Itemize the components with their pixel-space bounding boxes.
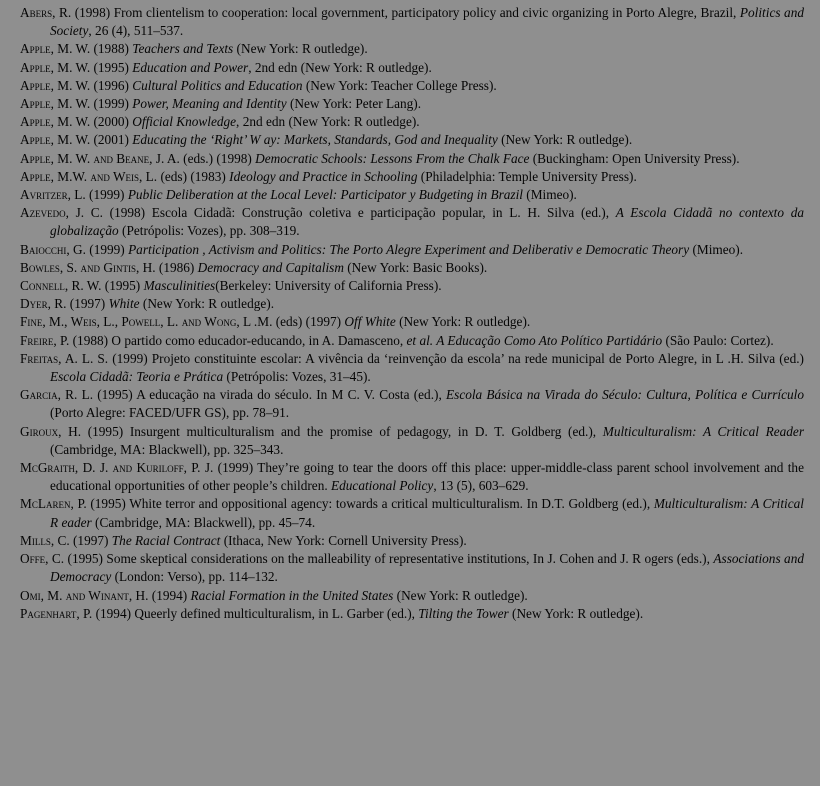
reference-text: (1995) Some skeptical considerations on the malleability of representative institutions, In J. Cohen and J. R ogers (eds.),: [64, 551, 714, 567]
reference-details: (New York: Teacher College Press).: [302, 77, 497, 93]
reference-authors: Apple, M. W. and Beane, J. A.: [20, 150, 180, 166]
reference-entry: [20, 495, 804, 531]
reference-details: (Philadelphia: Temple University Press).: [417, 168, 637, 184]
reference-entry: [20, 4, 804, 40]
reference-entry: [20, 332, 804, 350]
reference-details: (Petrópolis: Vozes), pp. 308–319.: [118, 223, 300, 239]
reference-authors: Mills, C.: [20, 532, 70, 548]
reference-details: , 2nd edn (New York: R outledge).: [248, 59, 432, 75]
reference-entry: [20, 295, 804, 313]
reference-title: Educational Policy: [331, 478, 434, 494]
reference-text: (1998) Escola Cidadã: Construção coletiva e participação popular, in L. H. Silva (ed.),: [102, 205, 616, 221]
reference-title: Democracy and Capitalism: [197, 259, 344, 275]
reference-authors: Apple, M. W.: [20, 114, 91, 130]
reference-entry: [20, 186, 804, 204]
reference-details: (Cambridge, MA: Blackwell), pp. 325–343.: [50, 441, 284, 457]
reference-title: Educating the ‘Right’ W ay: Markets, Standards, God and Inequality: [132, 132, 498, 148]
reference-authors: Apple, M. W.: [20, 77, 91, 93]
reference-entry: [20, 59, 804, 77]
reference-text: (1996): [90, 77, 133, 93]
reference-authors: McLaren, P.: [20, 496, 87, 512]
reference-entry: [20, 150, 804, 168]
reference-text: (1999): [90, 96, 133, 112]
reference-details: (New York: R outledge).: [508, 605, 644, 621]
reference-authors: Offe, C.: [20, 551, 65, 567]
reference-list: [20, 4, 804, 623]
reference-details: , 13 (5), 603–629.: [433, 478, 529, 494]
reference-authors: Azevedo, J. C.: [20, 205, 103, 221]
reference-entry: [20, 459, 804, 495]
reference-details: (Cambridge, MA: Blackwell), pp. 45–74.: [91, 514, 316, 530]
reference-authors: Apple, M. W.: [20, 96, 91, 112]
reference-entry: [20, 241, 804, 259]
reference-details: (Buckingham: Open University Press).: [529, 150, 740, 166]
reference-title: Democratic Schools: Lessons From the Chalk Face: [255, 150, 530, 166]
reference-title: Tilting the Tower: [418, 605, 509, 621]
reference-entry: [20, 40, 804, 58]
reference-authors: Garcia, R. L.: [20, 387, 94, 403]
reference-entry: [20, 605, 804, 623]
reference-text: (1995) A educação na virada do século. In M C. V. Costa (ed.),: [93, 387, 447, 403]
reference-entry: [20, 77, 804, 95]
reference-text: (1999): [85, 187, 128, 203]
reference-details: (New York: R outledge).: [497, 132, 633, 148]
reference-text: (1995) Insurgent multiculturalism and the promise of pedagogy, in D. T. Goldberg (ed.),: [81, 423, 603, 439]
reference-text: (1995) White terror and oppositional agency: towards a critical multiculturalism. In D.T. Goldberg (ed.),: [86, 496, 654, 512]
reference-details: (New York: R outledge).: [395, 314, 531, 330]
reference-details: (New York: R outledge).: [139, 296, 275, 312]
reference-entry: [20, 532, 804, 550]
reference-text: (2001): [90, 132, 133, 148]
reference-details: (New York: Basic Books).: [343, 259, 488, 275]
reference-entry: [20, 204, 804, 240]
reference-entry: [20, 259, 804, 277]
reference-details: (New York: R outledge).: [233, 41, 368, 57]
reference-entry: [20, 168, 804, 186]
reference-authors: Bowles, S. and Gintis, H.: [20, 259, 156, 275]
reference-title: Escola Cidadã: Teoria e Prática: [50, 369, 224, 385]
reference-authors: Avritzer, L.: [20, 187, 86, 203]
reference-entry: [20, 113, 804, 131]
reference-entry: [20, 277, 804, 295]
reference-details: (Petrópolis: Vozes, 31–45).: [223, 369, 371, 385]
reference-title: Power, Meaning and Identity: [132, 96, 287, 112]
reference-entry: [20, 350, 804, 386]
reference-authors: Fine, M., Weis, L., Powell, L. and Wong, L .M.: [20, 314, 273, 330]
reference-details: (Mimeo).: [522, 187, 577, 203]
reference-title: The Racial Contract: [111, 532, 221, 548]
reference-authors: Giroux, H.: [20, 423, 82, 439]
reference-text: (eds) (1997): [272, 314, 345, 330]
reference-title: White: [108, 296, 140, 312]
reference-text: (1999) Projeto constituinte escolar: A vivência da ‘reinvenção da escola’ na rede municipal de Porto Alegre, in L .H. Silva (ed.): [108, 350, 804, 366]
reference-text: (1986): [155, 259, 198, 275]
reference-text: (1995): [101, 278, 144, 294]
reference-authors: Freitas, A. L. S.: [20, 350, 109, 366]
reference-title: et al. A Educação Como Ato Político Partidário: [406, 332, 663, 348]
reference-authors: Pagenhart, P.: [20, 605, 93, 621]
reference-title: Racial Formation in the United States: [190, 587, 394, 603]
reference-details: (São Paulo: Cortez).: [662, 332, 774, 348]
reference-text: (eds.) (1998): [179, 150, 256, 166]
reference-details: (Berkeley: University of California Press).: [215, 278, 442, 294]
reference-text: (1999): [85, 241, 129, 257]
reference-text: (1999) They’re going to tear the doors off this place: upper-middle-class parent school involvement and the educational opportunities of other people’s children.: [50, 460, 804, 494]
reference-entry: [20, 550, 804, 586]
reference-title: A Escola Cidadã no contexto da globalização: [50, 205, 805, 239]
reference-text: (1995): [90, 59, 133, 75]
reference-authors: Freire, P.: [20, 332, 70, 348]
reference-entry: [20, 423, 804, 459]
reference-text: (1997): [66, 296, 109, 312]
reference-title: Participation , Activism and Politics: The Porto Alegre Experiment and Deliberativ e Democratic Theory: [128, 241, 690, 257]
reference-entry: [20, 95, 804, 113]
reference-details: (Ithaca, New York: Cornell University Press).: [220, 532, 467, 548]
reference-text: (2000): [90, 114, 133, 130]
reference-authors: Abers, R.: [20, 5, 72, 20]
reference-text: (1988): [90, 41, 133, 57]
reference-title: Associations and Democracy: [50, 551, 805, 585]
reference-text: (1994): [148, 587, 191, 603]
reference-text: (1988) O partido como educador-educando, in A. Damasceno,: [69, 332, 407, 348]
reference-title: Masculinities: [143, 278, 216, 294]
reference-authors: Apple, M.W. and Weis, L.: [20, 168, 158, 184]
reference-title: Education and Power: [132, 59, 249, 75]
reference-entry: [20, 313, 804, 331]
reference-authors: Baiocchi, G.: [20, 241, 86, 257]
reference-authors: Apple, M. W.: [20, 59, 91, 75]
reference-title: Public Deliberation at the Local Level: Participator y Budgeting in Brazil: [127, 187, 523, 203]
reference-entry: [20, 131, 804, 149]
reference-authors: McGraith, D. J. and Kuriloff, P. J.: [20, 460, 214, 476]
reference-entry: [20, 386, 804, 422]
reference-entry: [20, 587, 804, 605]
reference-details: (London: Verso), pp. 114–132.: [111, 569, 278, 585]
reference-authors: Dyer, R.: [20, 296, 67, 312]
reference-title: Ideology and Practice in Schooling: [229, 168, 418, 184]
reference-title: Official Knowledge: [132, 114, 237, 130]
reference-title: Escola Básica na Virada do Século: Cultura, Política e Currículo: [446, 387, 805, 403]
reference-title: Teachers and Texts: [132, 41, 234, 57]
reference-title: Politics and Society: [50, 5, 804, 39]
reference-authors: Apple, M. W.: [20, 41, 91, 57]
reference-details: (New York: Peter Lang).: [286, 96, 422, 112]
reference-text: (eds) (1983): [157, 168, 230, 184]
reference-details: (Mimeo).: [689, 241, 744, 257]
reference-text: (1997): [69, 532, 112, 548]
reference-authors: Apple, M. W.: [20, 132, 91, 148]
reference-authors: Omi, M. and Winant, H.: [20, 587, 149, 603]
reference-title: Multiculturalism: A Critical R eader: [50, 496, 804, 530]
reference-title: Multiculturalism: A Critical Reader: [602, 423, 804, 439]
reference-title: Off White: [344, 314, 396, 330]
reference-text: (1994) Queerly defined multiculturalism, in L. Garber (ed.),: [92, 605, 419, 621]
reference-details: , 26 (4), 511–537.: [88, 23, 184, 39]
reference-details: , 2nd edn (New York: R outledge).: [236, 114, 420, 130]
reference-details: (Porto Alegre: FACED/UFR GS), pp. 78–91.: [50, 405, 290, 421]
reference-authors: Connell, R. W.: [20, 278, 102, 294]
reference-text: (1998) From clientelism to cooperation: local government, participatory policy and civic organizing in Porto Alegre, Brazil,: [71, 5, 740, 20]
reference-details: (New York: R outledge).: [393, 587, 528, 603]
reference-title: Cultural Politics and Education: [132, 77, 303, 93]
